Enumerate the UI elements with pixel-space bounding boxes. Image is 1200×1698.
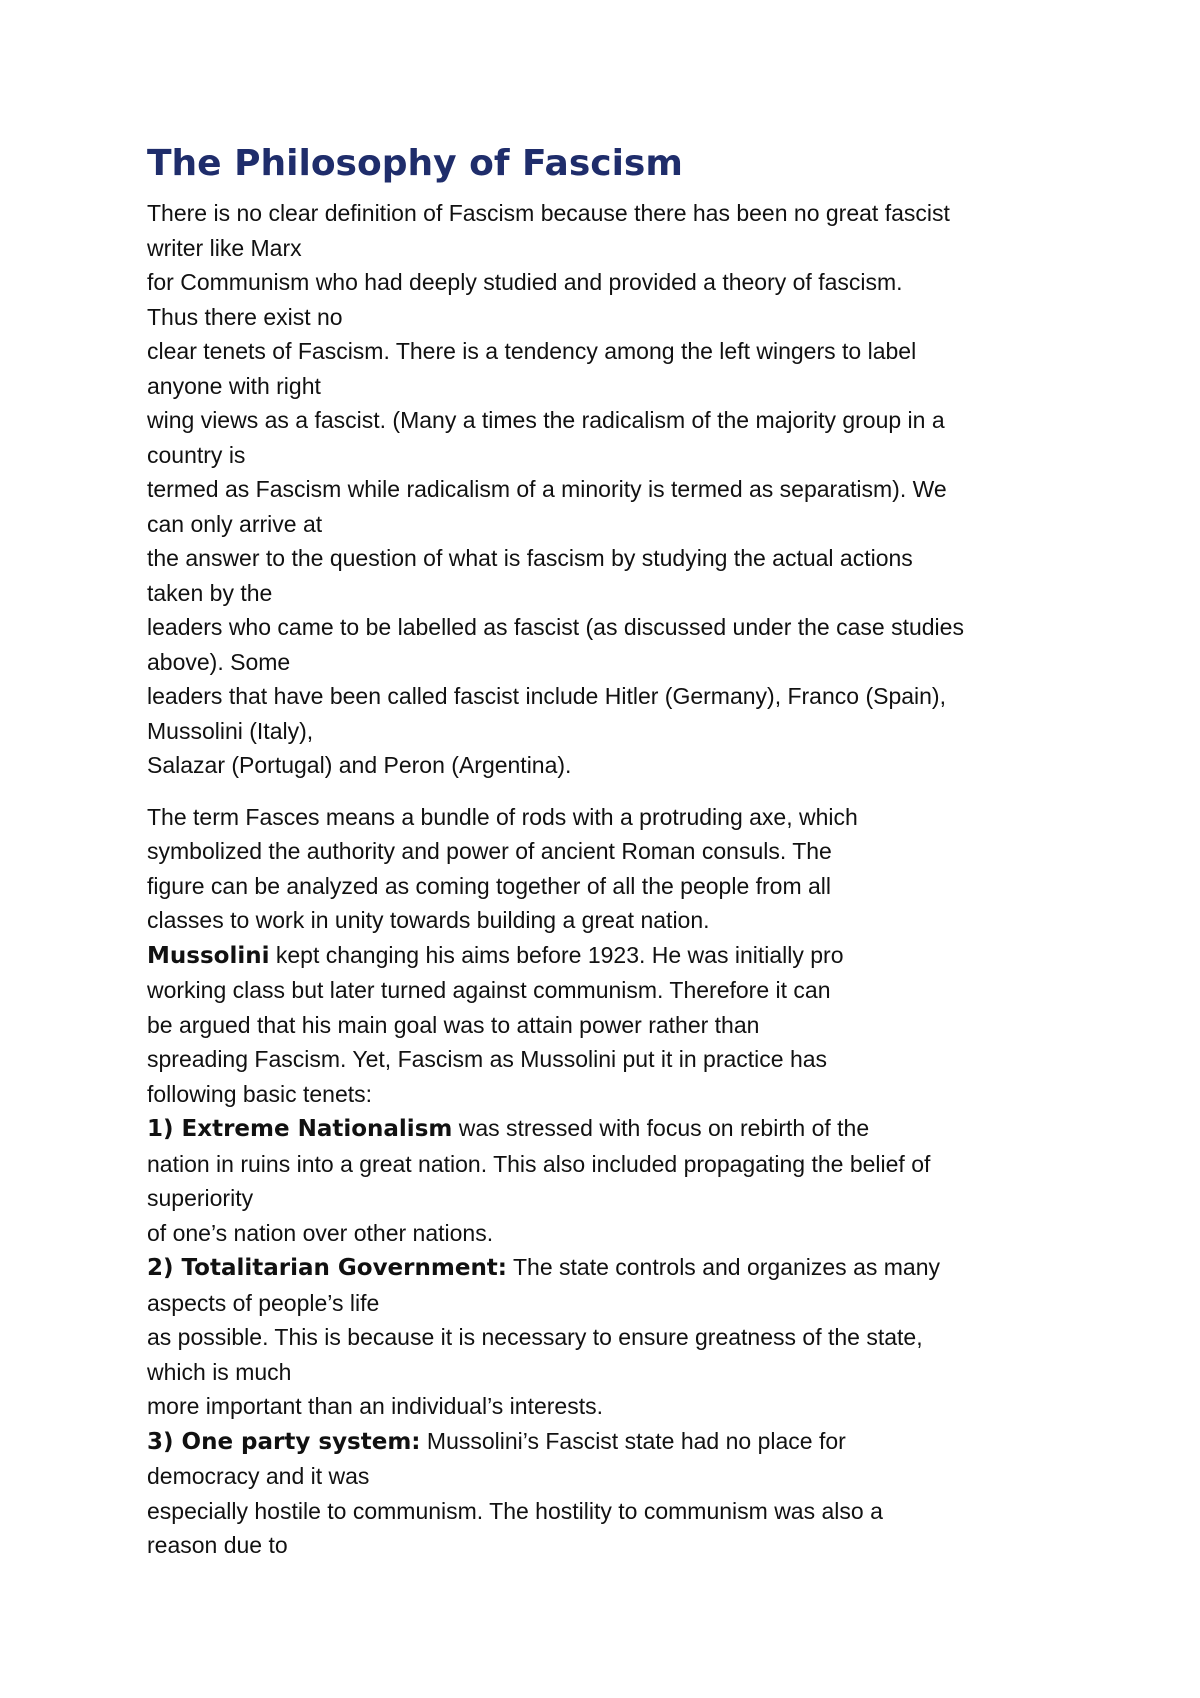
text-line: There is no clear definition of Fascism because there has been no great fascist (147, 200, 950, 226)
text-line: can only arrive at (147, 510, 323, 537)
text-line: superiority (147, 1185, 254, 1211)
tenet-one-party-system (147, 1424, 1067, 1563)
text-line: symbolized the authority and power of ancient Roman consuls. The (147, 838, 832, 864)
tenet-heading: 1) Extreme Nationalism (147, 1116, 453, 1142)
text-line: as possible. This is because it is necessary to ensure greatness of the state, (147, 1324, 923, 1350)
text-line: taken by the (147, 579, 273, 606)
tenet-heading: 3) One party system: (147, 1428, 421, 1455)
text-line: termed as Fascism while radicalism of a minority is termed as separatism). We (147, 476, 947, 502)
intro-paragraph (147, 196, 1067, 783)
document-body (147, 142, 1067, 1563)
text-line: the answer to the question of what is fascism by studying the actual actions (147, 545, 913, 571)
tenet-first-line: Mussolini’s Fascist state had no place for (420, 1427, 846, 1454)
text-line: for Communism who had deeply studied and provided a theory of fascism. (147, 269, 903, 295)
text-line (147, 1250, 1067, 1286)
paragraph-spacer (147, 783, 1067, 800)
text-line: clear tenets of Fascism. There is a tendency among the left wingers to label (147, 338, 917, 364)
text-line: especially hostile to communism. The hostility to communism was also a (147, 1497, 883, 1524)
text-line: leaders who came to be labelled as fascist (as discussed under the case studies (147, 614, 964, 640)
text-line (147, 938, 1067, 974)
text-line: above). Some (147, 648, 291, 675)
tenet-first-line: The state controls and organizes as many (507, 1254, 940, 1280)
text-line: figure can be analyzed as coming together of all the people from all (147, 872, 832, 899)
mussolini-first-line: kept changing his aims before 1923. He was initially pro (269, 941, 844, 968)
text-line: Salazar (Portugal) and Peron (Argentina). (147, 752, 572, 778)
page-title: The Philosophy of Fascism (147, 143, 683, 184)
text-line: leaders that have been called fascist include Hitler (Germany), Franco (Spain), (147, 683, 946, 709)
tenet-first-line: was stressed with focus on rebirth of the (452, 1115, 870, 1141)
text-line: which is much (147, 1358, 292, 1385)
text-line: anyone with right (147, 372, 321, 399)
text-line: working class but later turned against communism. Therefore it can (147, 977, 831, 1003)
fasces-paragraph (147, 800, 1067, 938)
text-line: writer like Marx (147, 234, 302, 261)
text-line: wing views as a fascist. (Many a times the radicalism of the majority group in a (147, 407, 945, 433)
text-line: following basic tenets: (147, 1080, 373, 1107)
text-line: of one’s nation over other nations. (147, 1219, 494, 1246)
text-line: reason due to (147, 1532, 288, 1558)
tenet-extreme-nationalism (147, 1111, 1067, 1250)
text-line: country is (147, 441, 246, 468)
text-line: Mussolini (Italy), (147, 717, 314, 744)
text-line: classes to work in unity towards building a great nation. (147, 907, 710, 933)
text-line: The term Fasces means a bundle of rods with a protruding axe, which (147, 803, 858, 830)
text-line (147, 1111, 1067, 1147)
text-line: nation in ruins into a great nation. This also included propagating the belief of (147, 1150, 931, 1177)
text-line: Thus there exist no (147, 303, 343, 330)
tenet-totalitarian-government (147, 1250, 1067, 1424)
text-line: more important than an individual’s interests. (147, 1393, 603, 1419)
tenet-heading: 2) Totalitarian Government: (147, 1255, 508, 1281)
text-line: be argued that his main goal was to attain power rather than (147, 1011, 760, 1038)
mussolini-paragraph (147, 938, 1067, 1112)
text-line: democracy and it was (147, 1463, 370, 1489)
text-line: spreading Fascism. Yet, Fascism as Mussolini put it in practice has (147, 1046, 828, 1072)
text-line (147, 1424, 1067, 1460)
mussolini-lead: Mussolini (147, 942, 270, 969)
text-line: aspects of people’s life (147, 1289, 380, 1316)
